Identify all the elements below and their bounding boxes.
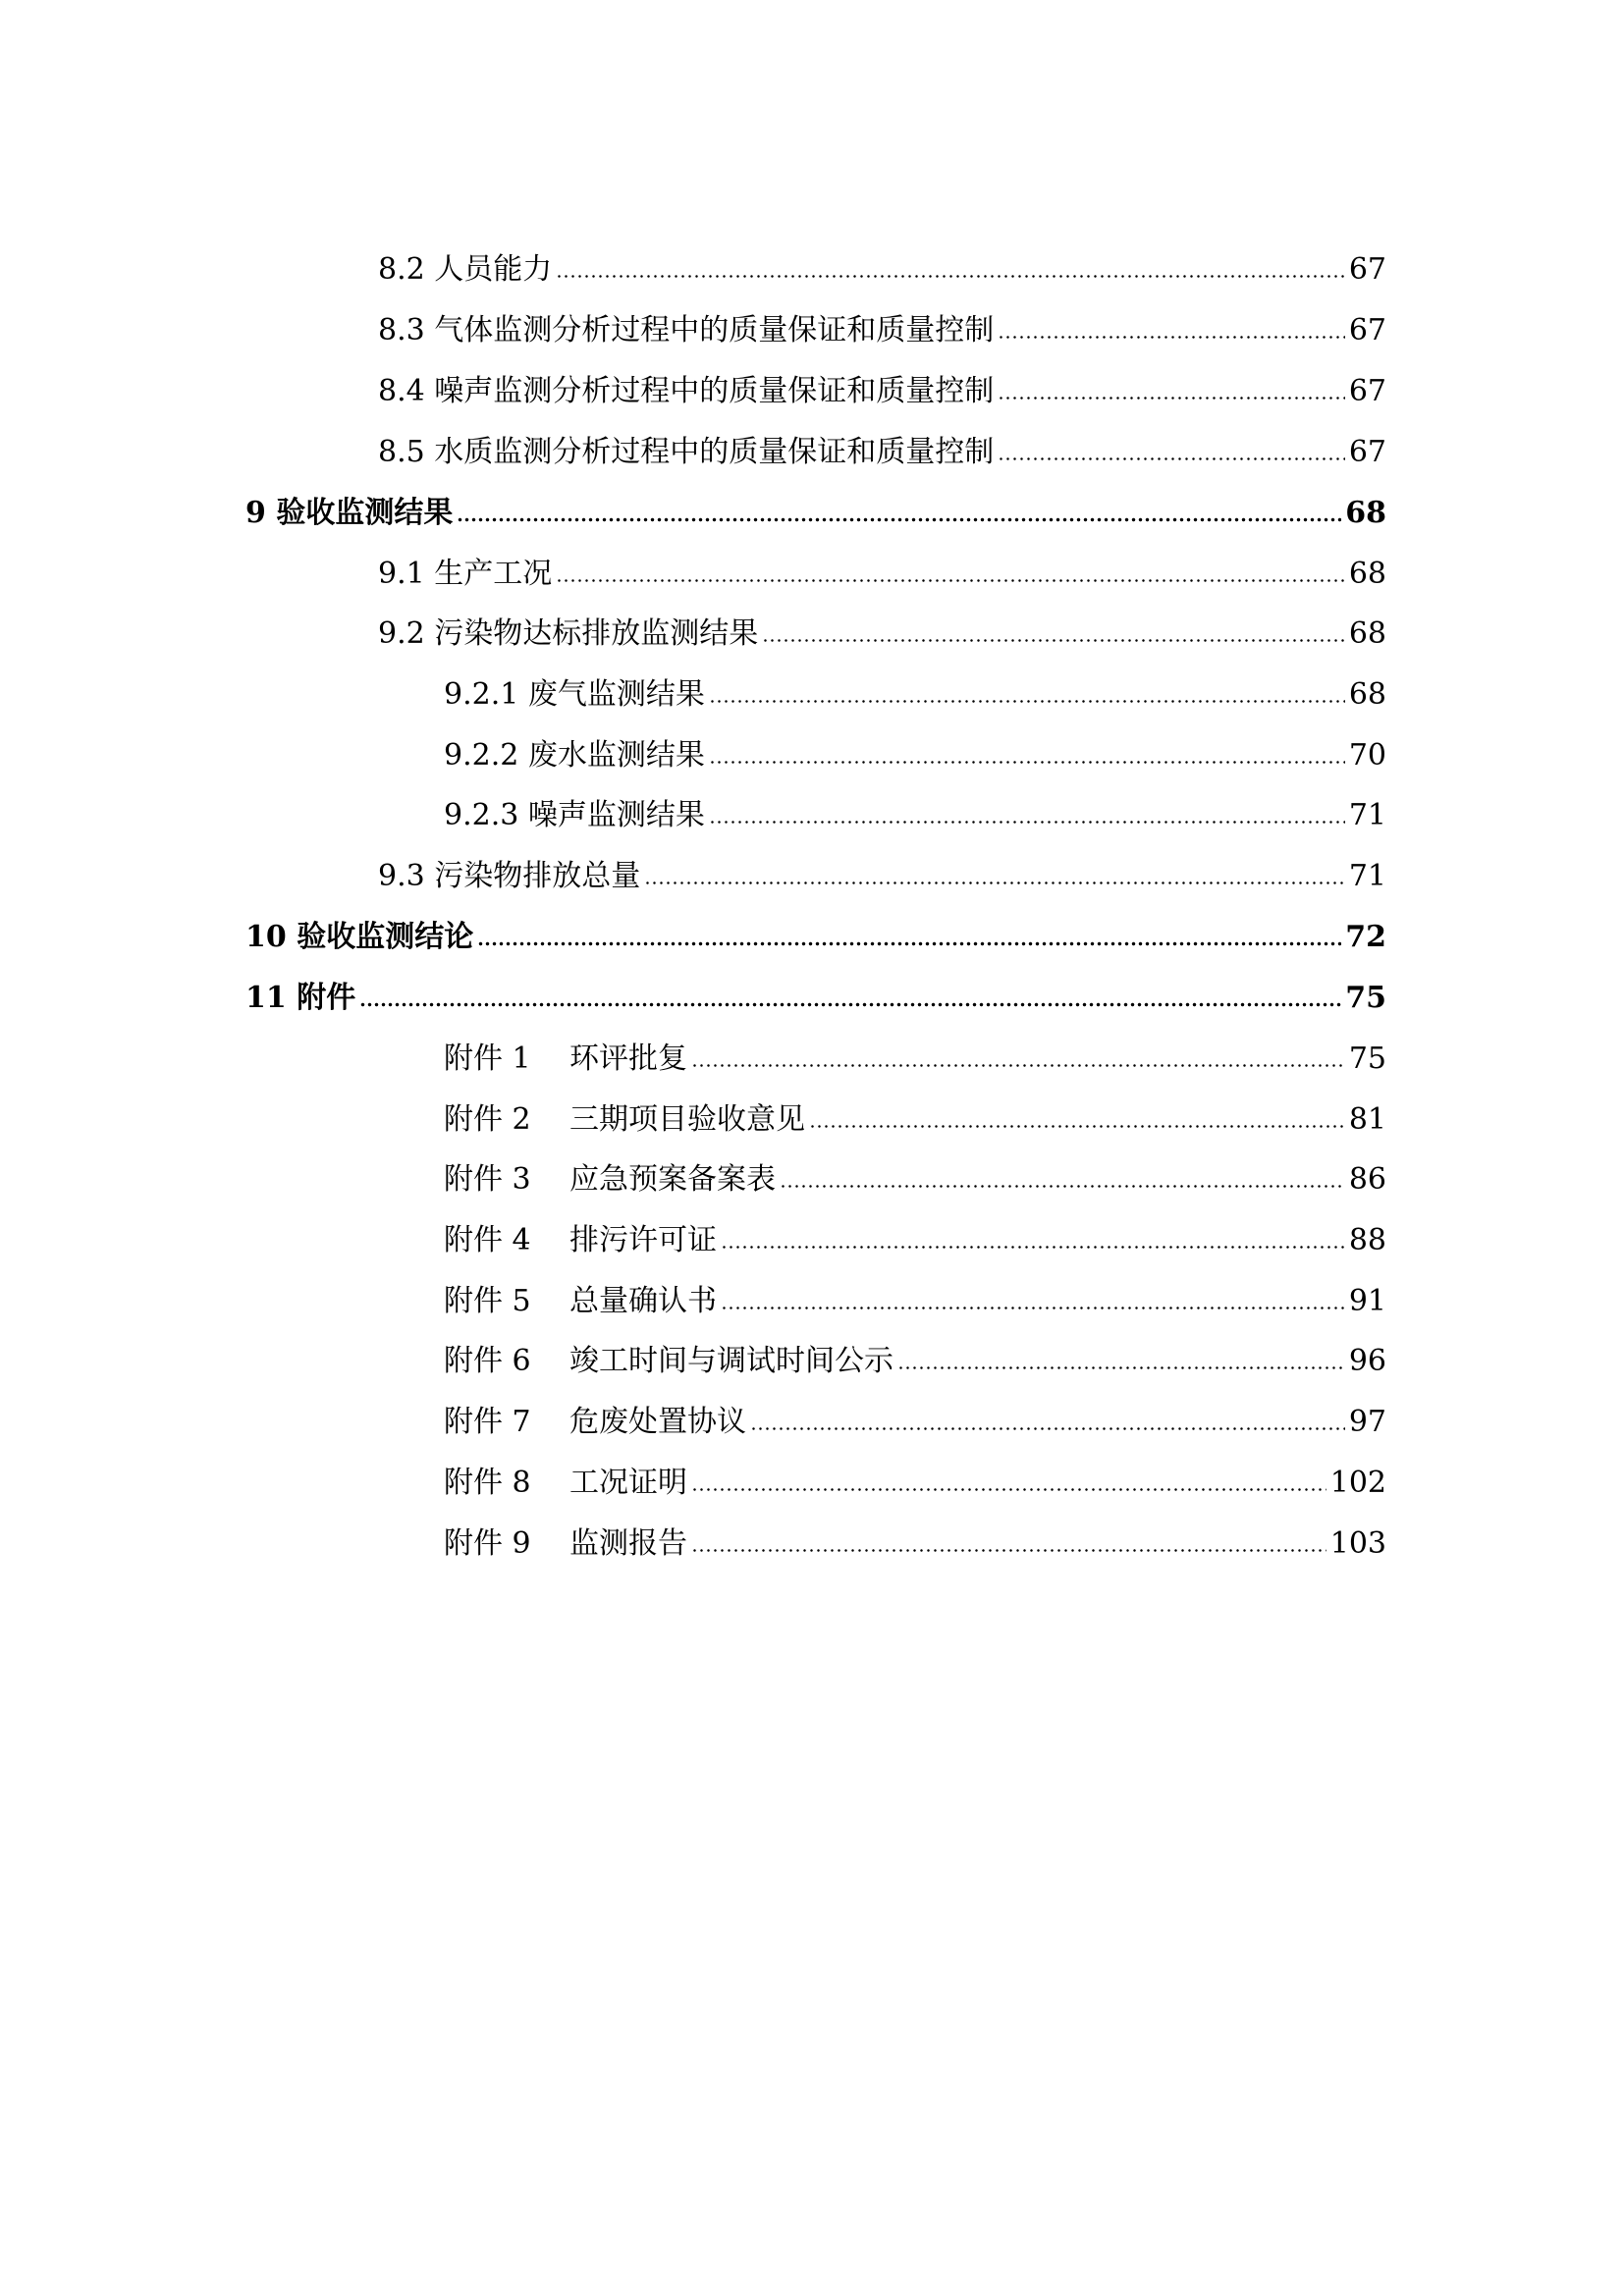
- toc-entry-9-3[interactable]: [378, 855, 1386, 898]
- toc-entry-label: 附件 4 排污许可证: [444, 1223, 717, 1257]
- toc-entry-9[interactable]: [245, 492, 1386, 535]
- toc-page-number: 75: [1345, 981, 1386, 1015]
- dot-leader: [998, 393, 1345, 402]
- dot-leader: [359, 999, 1341, 1009]
- dot-leader: [750, 1423, 1345, 1433]
- dot-leader: [709, 696, 1345, 706]
- toc-entry-10[interactable]: [245, 916, 1386, 959]
- toc-entry-label: 9.2.1 废气监测结果: [444, 677, 705, 712]
- toc-entry-label: 9.3 污染物排放总量: [378, 859, 641, 893]
- toc-page-number: 72: [1345, 920, 1386, 954]
- toc-entry-8-3[interactable]: [378, 309, 1386, 352]
- toc-page-number: 103: [1329, 1526, 1386, 1561]
- toc-page-number: 91: [1348, 1284, 1386, 1318]
- toc-page-number: 102: [1329, 1466, 1386, 1500]
- toc-entry-label: 附件 2 三期项目验收意见: [444, 1102, 805, 1137]
- dot-leader: [556, 575, 1345, 585]
- toc-entry-label: 8.2 人员能力: [378, 252, 553, 287]
- toc-entry-label: 附件 7 危废处置协议: [444, 1405, 746, 1439]
- toc-page-number: 86: [1348, 1162, 1386, 1197]
- toc-page-number: 75: [1348, 1041, 1386, 1076]
- toc-entry-label: 10 验收监测结论: [245, 920, 474, 954]
- toc-appendix-9[interactable]: [444, 1522, 1386, 1566]
- toc-entry-label: 8.5 水质监测分析过程中的质量保证和质量控制: [378, 435, 995, 469]
- dot-leader: [691, 1545, 1326, 1555]
- toc-appendix-2[interactable]: [444, 1098, 1386, 1142]
- dot-leader: [477, 938, 1341, 948]
- toc-entry-label: 附件 6 竣工时间与调试时间公示: [444, 1344, 893, 1378]
- toc-page-number: 71: [1348, 798, 1386, 832]
- toc-entry-9-2[interactable]: [378, 613, 1386, 656]
- dot-leader: [691, 1484, 1326, 1494]
- toc-entry-8-2[interactable]: [378, 248, 1386, 292]
- toc-entry-label: 8.4 噪声监测分析过程中的质量保证和质量控制: [378, 374, 995, 408]
- toc-entry-label: 9 验收监测结果: [245, 496, 454, 530]
- toc-page-number: 97: [1348, 1405, 1386, 1439]
- dot-leader: [998, 454, 1345, 463]
- dot-leader: [644, 878, 1345, 887]
- dot-leader: [457, 514, 1341, 524]
- toc-entry-label: 附件 3 应急预案备案表: [444, 1162, 776, 1197]
- toc-page-number: 67: [1348, 313, 1386, 347]
- toc-entry-label: 附件 5 总量确认书: [444, 1284, 717, 1318]
- toc-page-number: 81: [1348, 1102, 1386, 1137]
- dot-leader: [721, 1303, 1345, 1312]
- toc-page-number: 67: [1348, 374, 1386, 408]
- toc-entry-label: 9.1 生产工况: [378, 557, 553, 591]
- toc-entry-label: 9.2 污染物达标排放监测结果: [378, 616, 759, 651]
- dot-leader: [998, 332, 1345, 342]
- toc-entry-label: 9.2.2 废水监测结果: [444, 738, 705, 773]
- toc-entry-label: 11 附件: [245, 981, 356, 1015]
- toc-appendix-3[interactable]: [444, 1158, 1386, 1201]
- toc-entry-9-1[interactable]: [378, 553, 1386, 596]
- toc-page-number: 68: [1348, 557, 1386, 591]
- dot-leader: [897, 1362, 1345, 1372]
- toc-appendix-4[interactable]: [444, 1219, 1386, 1262]
- dot-leader: [556, 271, 1345, 281]
- dot-leader: [721, 1242, 1345, 1252]
- toc-page-number: 88: [1348, 1223, 1386, 1257]
- toc-appendix-1[interactable]: [444, 1038, 1386, 1081]
- toc-appendix-5[interactable]: [444, 1280, 1386, 1323]
- toc-entry-11[interactable]: [245, 977, 1386, 1020]
- toc-entry-9-2-1[interactable]: [444, 673, 1386, 717]
- toc-page-number: 68: [1348, 616, 1386, 651]
- toc-entry-label: 9.2.3 噪声监测结果: [444, 798, 705, 832]
- dot-leader: [809, 1121, 1345, 1131]
- toc-page-number: 68: [1348, 677, 1386, 712]
- toc-entry-8-4[interactable]: [378, 370, 1386, 413]
- toc-page-number: 70: [1348, 738, 1386, 773]
- toc-entry-label: 附件 1 环评批复: [444, 1041, 687, 1076]
- toc-appendix-6[interactable]: [444, 1340, 1386, 1383]
- dot-leader: [691, 1060, 1345, 1070]
- toc-page-number: 68: [1345, 496, 1386, 530]
- toc-page-number: 71: [1348, 859, 1386, 893]
- dot-leader: [709, 817, 1345, 827]
- toc-page-number: 96: [1348, 1344, 1386, 1378]
- toc-page-number: 67: [1348, 435, 1386, 469]
- toc-entry-9-2-2[interactable]: [444, 734, 1386, 777]
- toc-entry-8-5[interactable]: [378, 431, 1386, 474]
- dot-leader: [762, 635, 1345, 645]
- toc-appendix-7[interactable]: [444, 1401, 1386, 1444]
- toc-entry-9-2-3[interactable]: [444, 794, 1386, 837]
- toc-entry-label: 附件 8 工况证明: [444, 1466, 687, 1500]
- toc-entry-label: 附件 9 监测报告: [444, 1526, 687, 1561]
- toc-entry-label: 8.3 气体监测分析过程中的质量保证和质量控制: [378, 313, 995, 347]
- toc-page-number: 67: [1348, 252, 1386, 287]
- dot-leader: [780, 1181, 1345, 1191]
- toc-appendix-8[interactable]: [444, 1462, 1386, 1505]
- dot-leader: [709, 757, 1345, 767]
